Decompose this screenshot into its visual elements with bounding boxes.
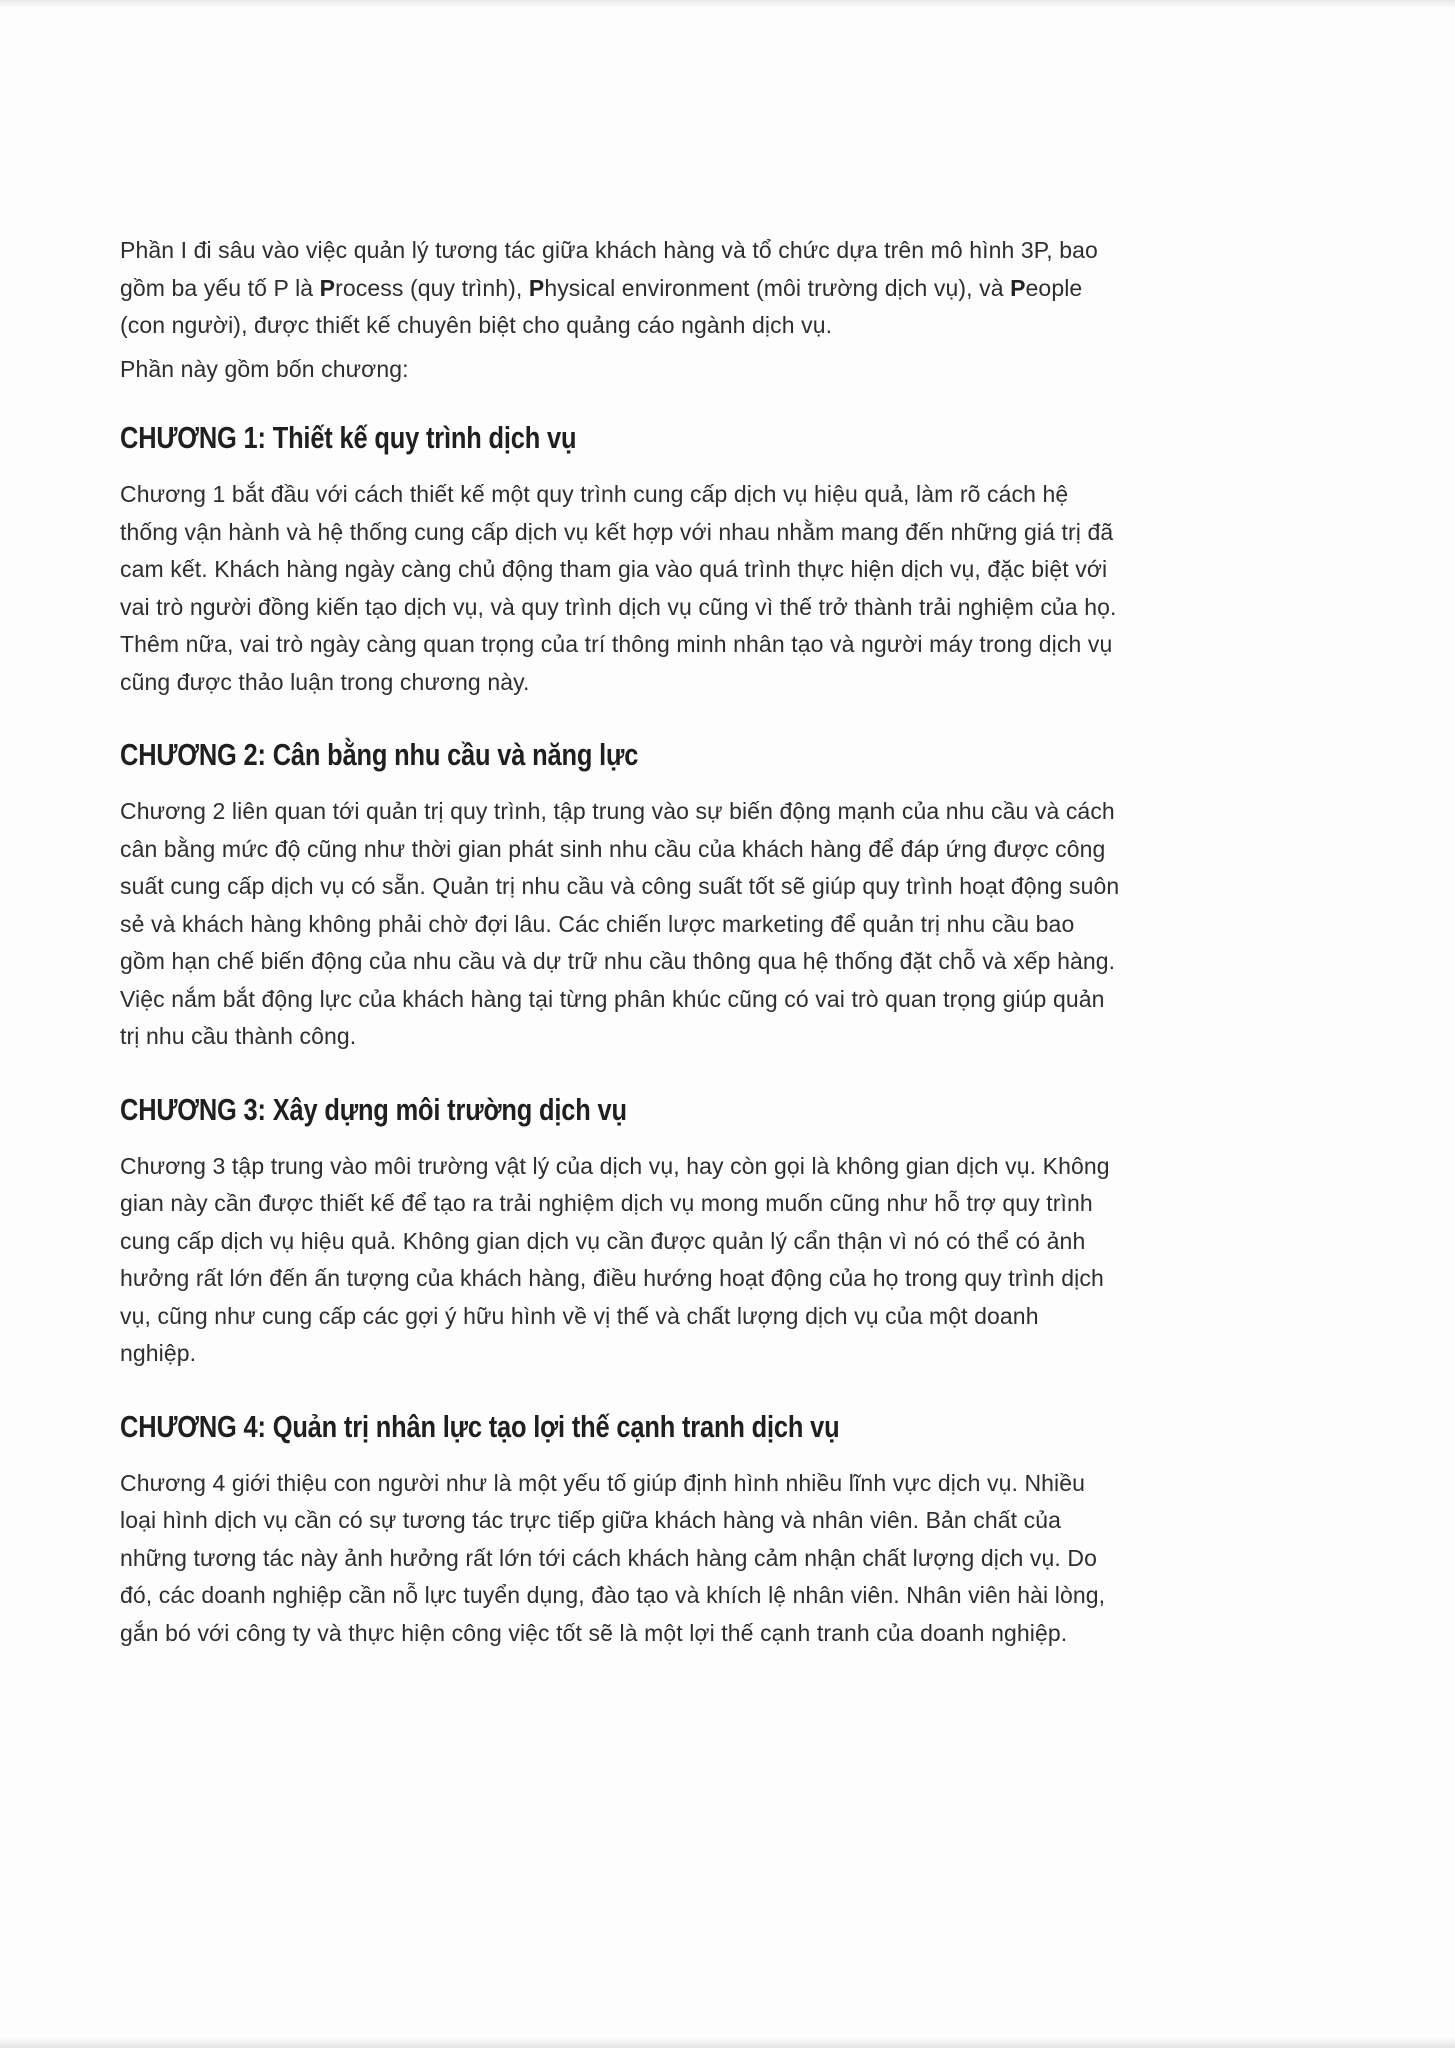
page-content [120,232,1120,1686]
chapter-3-section [120,1090,1120,1373]
scan-edge-bottom [0,2038,1455,2048]
chapter-1-heading: CHƯƠNG 1: Thiết kế quy trình dịch vụ [120,420,577,455]
chapter-2-body: Chương 2 liên quan tới quản trị quy trình, tập trung vào sự biến động mạnh của nhu cầu và cách cân bằng mức độ cũng như thời gian phát sinh nhu cầu của khách hàng để đáp ứng được công suất cung cấp dịch vụ có sẵn. Quản trị nhu cầu và công suất tốt sẽ giúp quy trình hoạt động suôn sẻ và khách hàng không phải chờ đợi lâu. Các chiến lược marketing để quản trị nhu cầu bao gồm hạn chế biến động của nhu cầu và dự trữ nhu cầu thông qua hệ thống đặt chỗ và xếp hàng. Việc nắm bắt động lực của khách hàng tại từng phân khúc cũng có vai trò quan trọng giúp quản trị nhu cầu thành công. [120,798,1120,1049]
people-text: eople (con người), được thiết kế chuyên biệt cho quảng cáo ngành dịch vụ. [120,274,1083,338]
physical-initial: P [528,274,545,301]
process-initial: P [319,274,336,301]
chapter-2-heading: CHƯƠNG 2: Cân bằng nhu cầu và năng lực [120,737,639,772]
scan-edge-top [0,0,1455,8]
physical-text: hysical environment (môi trường dịch vụ), và [544,274,1011,301]
chapter-1-section [120,418,1120,701]
chapter-3-heading: CHƯƠNG 3: Xây dựng môi trường dịch vụ [120,1091,627,1127]
intro-prefix-text: Phần I đi sâu vào việc quản lý tương tác giữa khách hàng và tổ chức dựa trên mô hình 3P, bao gồm ba yếu tố P là [120,237,1098,301]
chapter-2-section [120,735,1120,1056]
chapter-4-heading: CHƯƠNG 4: Quản trị nhân lực tạo lợi thế cạnh tranh dịch vụ [120,1408,840,1444]
chapter-4-section [120,1407,1120,1653]
process-text: rocess (quy trình), [335,274,529,301]
chapter-3-body: Chương 3 tập trung vào môi trường vật lý của dịch vụ, hay còn gọi là không gian dịch vụ. Không gian này cần được thiết kế để tạo ra trải nghiệm dịch vụ mong muốn cũng như hỗ trợ quy trình cung cấp dịch vụ hiệu quả. Không gian dịch vụ cần được quản lý cẩn thận vì nó có thể có ảnh hưởng rất lớn đến ấn tượng của khách hàng, điều hướng hoạt động của họ trong quy trình dịch vụ, cũng như cung cấp các gợi ý hữu hình về vị thế và chất lượng dịch vụ của một doanh nghiệp. [120,1152,1110,1366]
intro-paragraph [120,232,1120,345]
chapter-4-body: Chương 4 giới thiệu con người như là một yếu tố giúp định hình nhiều lĩnh vực dịch vụ. Nhiều loại hình dịch vụ cần có sự tương tác trực tiếp giữa khách hàng và nhân viên. Bản chất của những tương tác này ảnh hưởng rất lớn tới cách khách hàng cảm nhận chất lượng dịch vụ. Do đó, các doanh nghiệp cần nỗ lực tuyển dụng, đào tạo và khích lệ nhân viên. Nhân viên hài lòng, gắn bó với công ty và thực hiện công việc tốt sẽ là một lợi thế cạnh tranh của doanh nghiệp. [120,1469,1106,1646]
intro-lead: Phần này gồm bốn chương: [120,355,409,382]
chapter-1-body: Chương 1 bắt đầu với cách thiết kế một quy trình cung cấp dịch vụ hiệu quả, làm rõ cách hệ thống vận hành và hệ thống cung cấp dịch vụ kết hợp với nhau nhằm mang đến những giá trị đã cam kết. Khách hàng ngày càng chủ động tham gia vào quá trình thực hiện dịch vụ, đặc biệt với vai trò người đồng kiến tạo dịch vụ, và quy trình dịch vụ cũng vì thế trở thành trải nghiệm của họ. Thêm nữa, vai trò ngày càng quan trọng của trí thông minh nhân tạo và người máy trong dịch vụ cũng được thảo luận trong chương này. [120,481,1117,695]
people-initial: P [1010,274,1026,301]
